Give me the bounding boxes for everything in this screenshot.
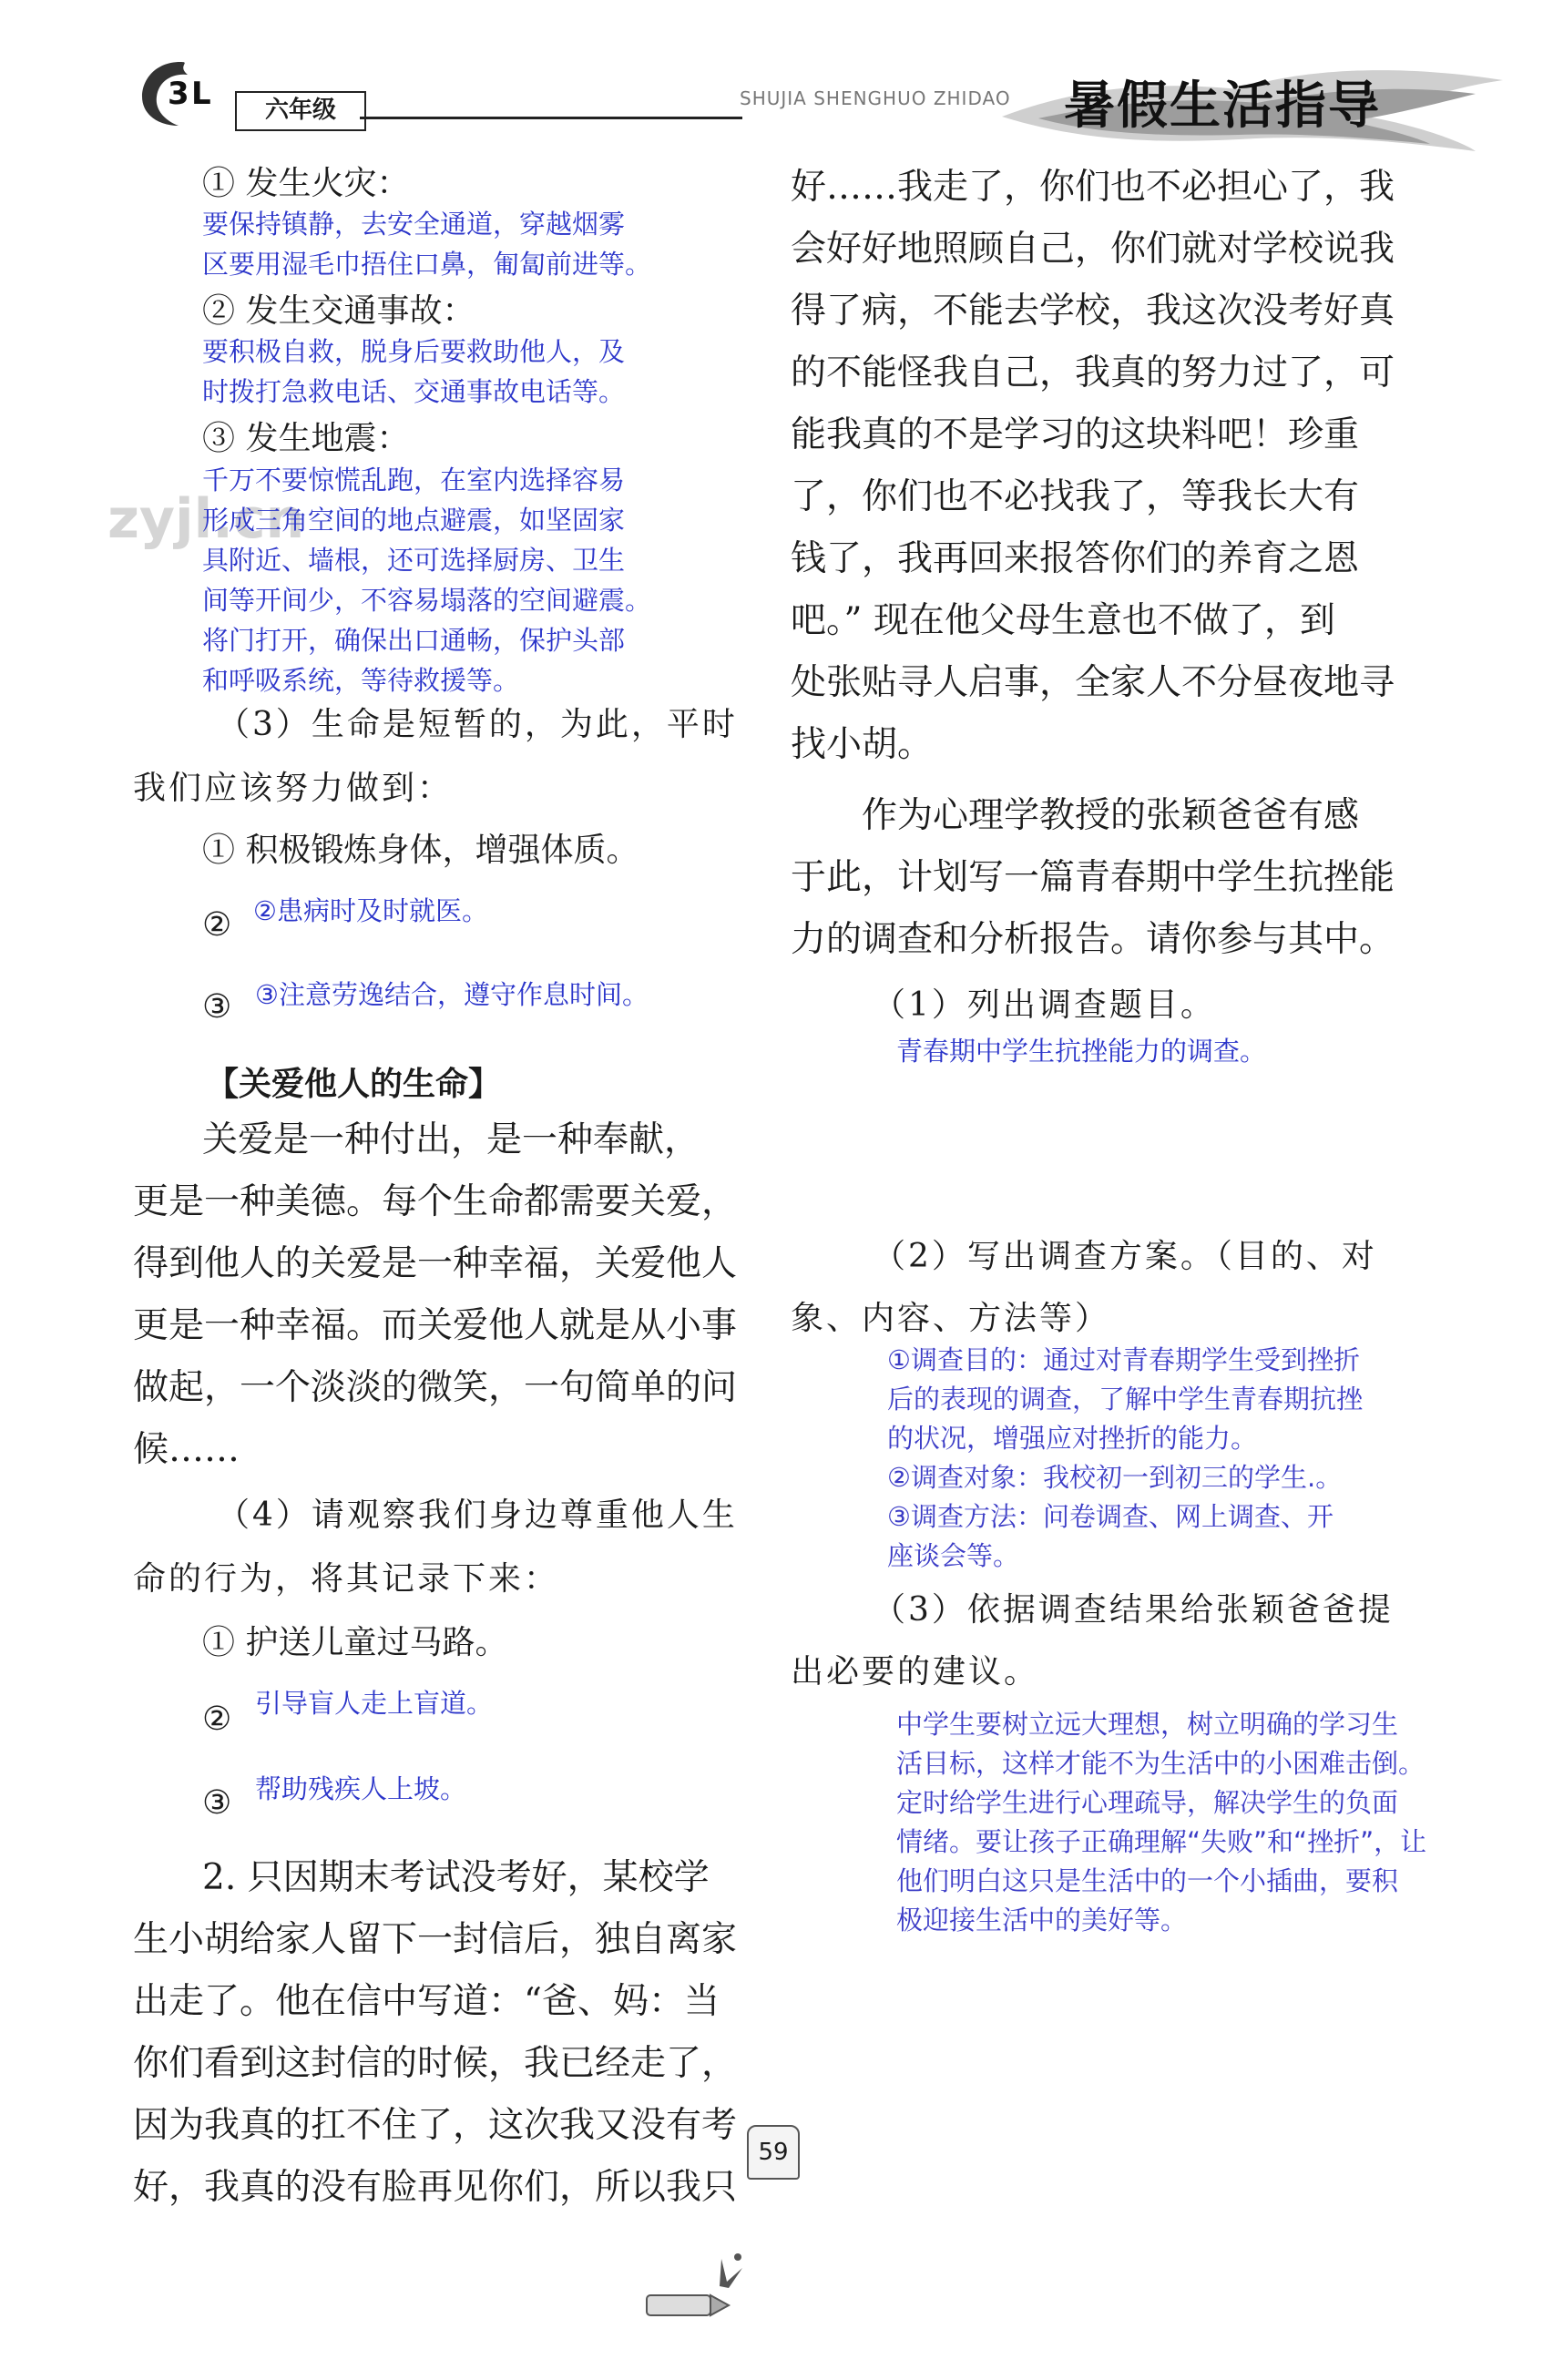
answer-quake-line1: 千万不要惊慌乱跑，在室内选择容易 [202, 465, 626, 495]
answer-4-3-number: ③ [202, 1784, 232, 1822]
answer-4-2: 引导盲人走上盲道。 [255, 1688, 494, 1719]
item-traffic: ② 发生交通事故： [202, 292, 475, 330]
question-3-line2: 我们应该努力做到： [133, 770, 454, 807]
para-cont-line10: 找小胡。 [791, 724, 934, 765]
para-cont-line1: 好……我走了，你们也不必担心了，我 [791, 167, 1395, 208]
para-cont-line4: 的不能怪我自己，我真的努力过了，可 [791, 352, 1395, 393]
question-r2-line2: 象、内容、方法等） [791, 1300, 1111, 1337]
para2-line6: 好，我真的没有脸再见你们，所以我只 [133, 2167, 738, 2208]
para1-line2: 更是一种美德。每个生命都需要关爱， [133, 1181, 738, 1222]
para-cont-line9: 处张贴寻人启事，全家人不分昼夜地寻 [791, 662, 1395, 703]
answer-4-2-number: ② [202, 1701, 232, 1738]
para-cont-line2: 会好好地照顾自己，你们就对学校说我 [791, 229, 1395, 270]
para3-line1: 作为心理学教授的张颖爸爸有感 [862, 795, 1360, 836]
answer-r3-line2: 活目标，这样才能不为生活中的小困难击倒。 [896, 1748, 1425, 1779]
para-cont-line3: 得了病，不能去学校，我这次没考好真 [791, 291, 1395, 332]
para2-line2: 生小胡给家人留下一封信后，独自离家 [133, 1919, 738, 1960]
answer-r2-line6: 座谈会等。 [887, 1540, 1020, 1571]
answer-3-2-number: ② [202, 906, 232, 944]
answer-4-3: 帮助残疾人上坡。 [255, 1773, 467, 1804]
answer-quake-line5: 将门打开，确保出口通畅，保护头部 [202, 625, 626, 656]
question-r1: （1）列出调查题目。 [873, 986, 1216, 1024]
header-pinyin: SHUJIA SHENGHUO ZHIDAO [740, 87, 1011, 109]
page-number: 59 [747, 2125, 800, 2180]
answer-r3-line4: 情绪。要让孩子正确理解“失败”和“挫折”，让 [896, 1826, 1427, 1857]
header-divider [360, 117, 742, 119]
answer-r2-line2: 后的表现的调查，了解中学生青春期抗挫 [887, 1384, 1364, 1415]
question-r3-line2: 出必要的建议。 [791, 1653, 1040, 1691]
svg-text:L: L [191, 76, 211, 112]
question-4-line1: （4）请观察我们身边尊重他人生 [217, 1496, 738, 1534]
pencil-decoration-icon [628, 2232, 756, 2341]
answer-traffic-line1: 要积极自救，脱身后要救助他人，及 [202, 336, 626, 367]
para3-line3: 力的调查和分析报告。请你参与其中。 [791, 919, 1395, 960]
answer-r1: 青春期中学生抗挫能力的调查。 [896, 1036, 1267, 1067]
para1-line4: 更是一种幸福。而关爱他人就是从小事 [133, 1305, 738, 1346]
watermark: zyjl.cn [107, 487, 305, 551]
answer-3-1: ① 积极锻炼身体，增强体质。 [202, 832, 639, 869]
para1-line6: 候…… [133, 1429, 240, 1470]
para2-line4: 你们看到这封信的时候，我已经走了， [133, 2043, 738, 2084]
para-cont-line7: 钱了，我再回来报答你们的养育之恩 [791, 538, 1360, 579]
question-r3-line1: （3）依据调查结果给张颖爸爸提 [873, 1591, 1394, 1629]
answer-4-1: ① 护送儿童过马路。 [202, 1624, 508, 1661]
logo-emblem [137, 56, 224, 129]
para-cont-line6: 了，你们也不必找我了，等我长大有 [791, 476, 1360, 517]
answer-r2-line3: 的状况，增强应对挫折的能力。 [887, 1423, 1258, 1454]
question-3-line1: （3）生命是短暂的，为此，平时 [217, 706, 738, 743]
answer-r3-line1: 中学生要树立远大理想，树立明确的学习生 [896, 1709, 1399, 1740]
answer-r2-line4: ②调查对象：我校初一到初三的学生.。 [887, 1462, 1343, 1493]
section-title: 【关爱他人的生命】 [206, 1066, 502, 1103]
grade-badge: 六年级 [235, 91, 366, 131]
answer-traffic-line2: 时拨打急救电话、交通事故电话等。 [202, 376, 626, 407]
answer-fire-line2: 区要用湿毛巾捂住口鼻，匍匐前进等。 [202, 249, 652, 280]
question-r2-line1: （2）写出调查方案。（目的、对 [873, 1238, 1377, 1275]
answer-quake-line3: 具附近、墙根，还可选择厨房、卫生 [202, 545, 626, 576]
answer-r2-line1: ①调查目的：通过对青春期学生受到挫折 [887, 1344, 1360, 1375]
para2-line5: 因为我真的扛不住了，这次我又没有考 [133, 2105, 738, 2146]
answer-r2-line5: ③调查方法：问卷调查、网上调查、开 [887, 1501, 1334, 1532]
question-4-line2: 命的行为，将其记录下来： [133, 1560, 560, 1598]
para1-line3: 得到他人的关爱是一种幸福，关爱他人 [133, 1243, 738, 1284]
para1-line5: 做起，一个淡淡的微笑，一句简单的问 [133, 1367, 738, 1408]
para2-line3: 出走了。他在信中写道：“爸、妈：当 [133, 1981, 720, 2022]
answer-3-2: ②患病时及时就医。 [253, 895, 488, 926]
para3-line2: 于此，计划写一篇青春期中学生抗挫能 [791, 857, 1395, 898]
answer-quake-line4: 间等开间少，不容易塌落的空间避震。 [202, 585, 652, 616]
header-title: 暑假生活指导 [1064, 77, 1381, 136]
answer-3-3-number: ③ [202, 988, 232, 1026]
answer-quake-line2: 形成三角空间的地点避震，如坚固家 [202, 505, 626, 536]
svg-text:3: 3 [168, 76, 189, 112]
para-cont-line8: 吧。” 现在他父母生意也不做了，到 [791, 600, 1335, 641]
answer-3-3: ③注意劳逸结合，遵守作息时间。 [255, 979, 649, 1010]
para2-line1: 2. 只因期末考试没考好，某校学 [202, 1857, 710, 1898]
answer-quake-line6: 和呼吸系统，等待救援等。 [202, 665, 520, 696]
item-fire: ① 发生火灾： [202, 165, 410, 202]
answer-r3-line6: 极迎接生活中的美好等。 [896, 1905, 1188, 1936]
answer-r3-line5: 他们明白这只是生活中的一个小插曲，要积 [896, 1865, 1399, 1896]
item-earthquake: ③ 发生地震： [202, 420, 410, 457]
para-cont-line5: 能我真的不是学习的这块料吧！珍重 [791, 414, 1360, 455]
answer-r3-line3: 定时给学生进行心理疏导，解决学生的负面 [896, 1787, 1399, 1818]
para1-line1: 关爱是一种付出，是一种奉献， [202, 1119, 700, 1160]
answer-fire-line1: 要保持镇静，去安全通道，穿越烟雾 [202, 209, 626, 240]
